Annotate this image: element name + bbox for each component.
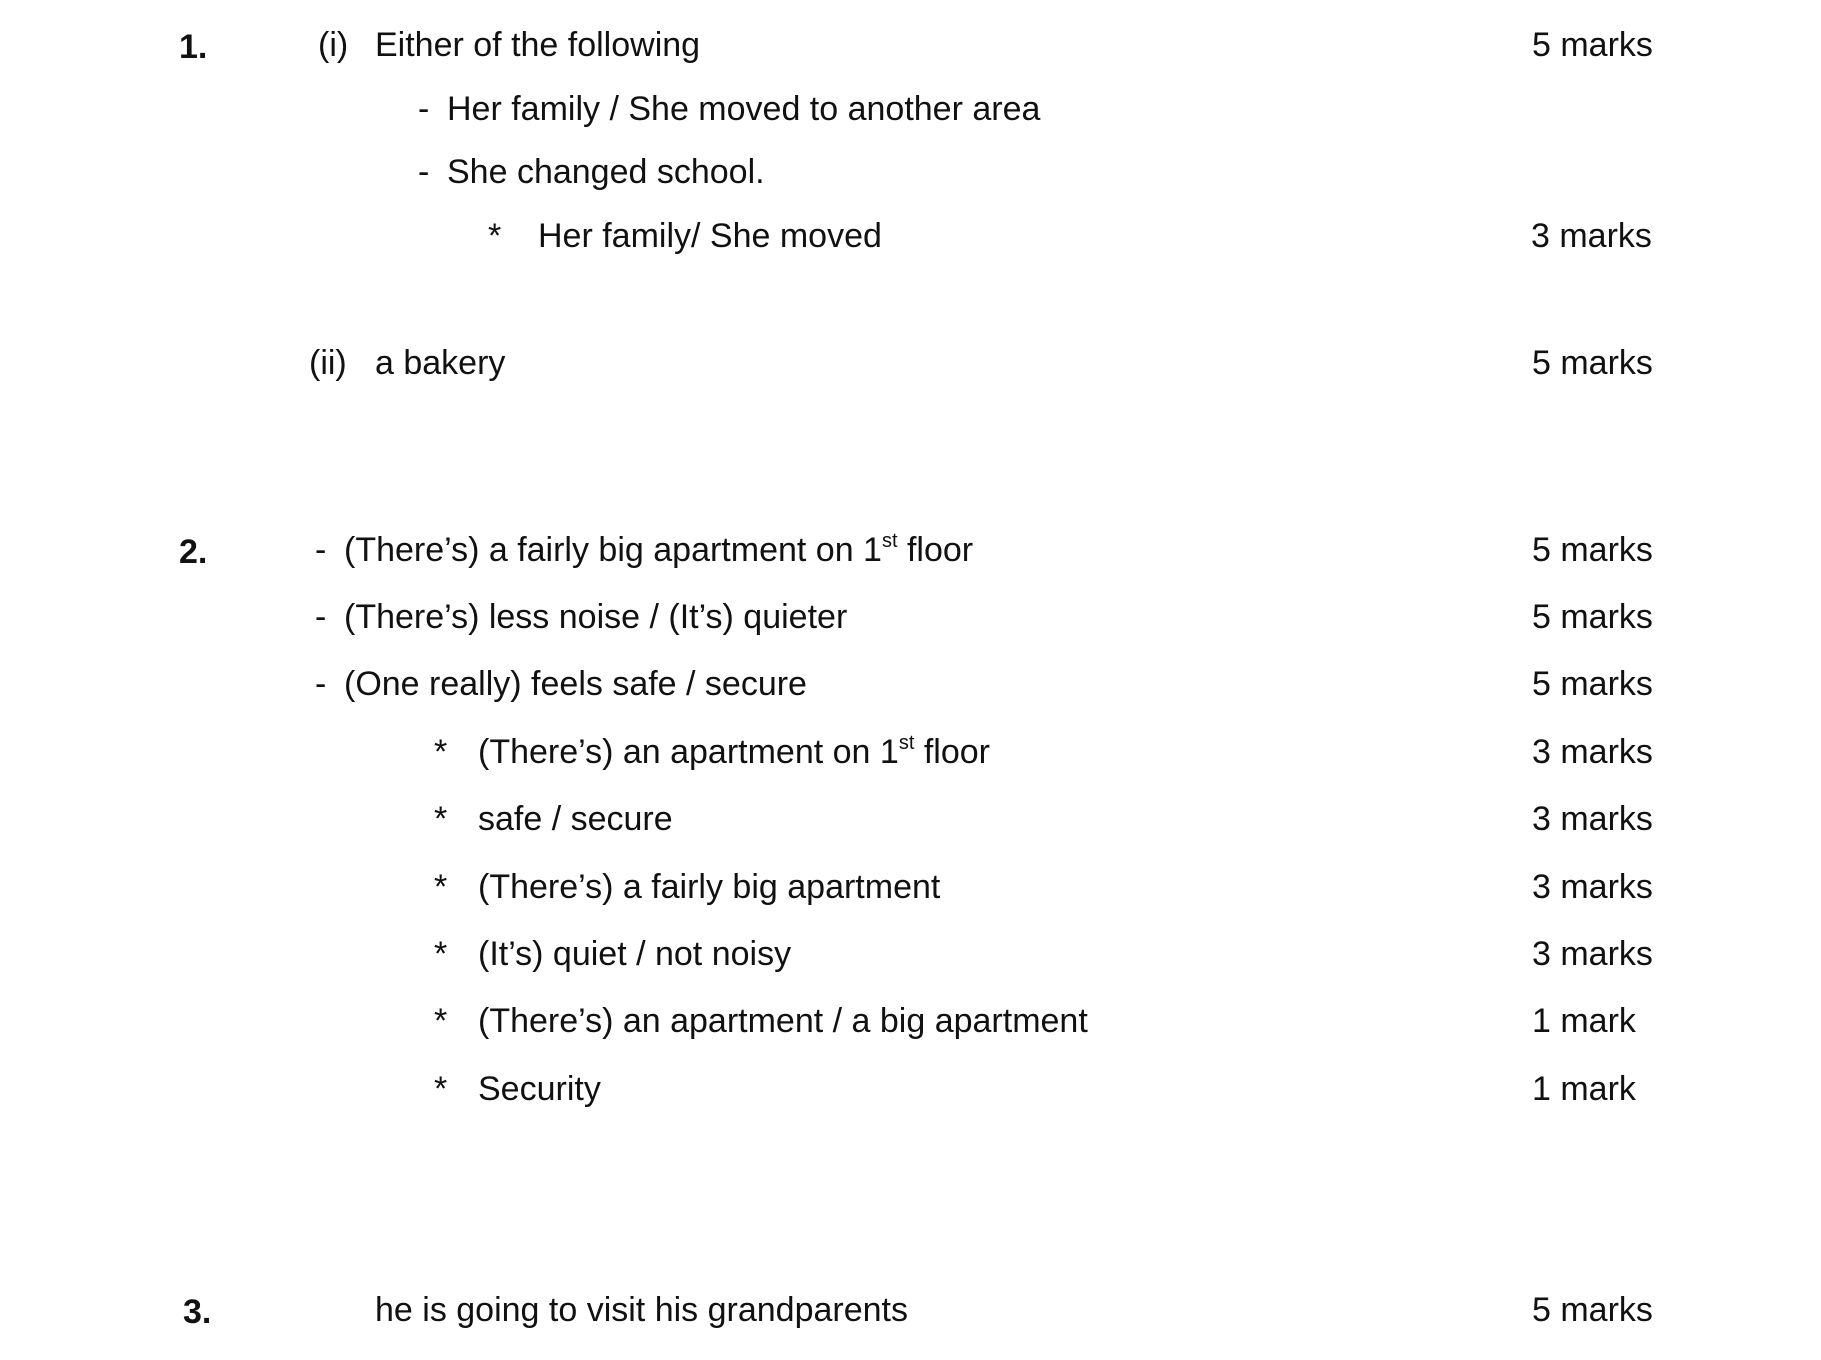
q2-alt-5-text: (There’s) an apartment / a big apartment [478,1002,1088,1040]
q2-alt-4-bullet: * [434,935,448,973]
q2-point-2-marks: 5 marks [1532,598,1653,636]
q2-alt-2-bullet: * [434,800,448,838]
q2-point-1-text [344,530,974,569]
q2-alt-1-bullet: * [434,733,448,771]
q1-part-ii-label: (ii) [309,344,347,382]
q1-option-2-text: She changed school. [447,153,765,191]
q2-alt-1-marks: 3 marks [1532,733,1653,771]
q2-point-1-bullet: - [315,531,327,569]
q3-text: he is going to visit his grandparents [375,1291,908,1329]
q2-point-2-text: (There’s) less noise / (It’s) quieter [344,598,848,636]
q2-alt-3-marks: 3 marks [1532,868,1653,906]
q1-alt-bullet: * [488,217,502,255]
q2-alt-6-marks: 1 mark [1532,1070,1636,1108]
q1-alt-marks: 3 marks [1531,217,1652,255]
q2-alt-2-marks: 3 marks [1532,800,1653,838]
question-3-number: 3. [183,1293,212,1331]
q2-alt-1-text-before: (There’s) an apartment on 1 [478,733,899,771]
q2-alt-3-bullet: * [434,868,448,906]
q1-option-2-bullet: - [418,153,430,191]
q2-alt-3-text: (There’s) a fairly big apartment [478,868,941,906]
q2-point-1-text-before: (There’s) a fairly big apartment on 1 [344,531,882,569]
q3-marks: 5 marks [1532,1291,1653,1329]
q2-alt-5-marks: 1 mark [1532,1002,1636,1040]
q2-point-3-text: (One really) feels safe / secure [344,665,807,703]
q1-alt-text: Her family/ She moved [538,217,882,255]
q2-point-1-marks: 5 marks [1532,531,1653,569]
q1-part-ii-text: a bakery [375,344,506,382]
q2-point-2-bullet: - [315,598,327,636]
q2-point-1-text-after: floor [897,531,974,569]
q2-point-3-marks: 5 marks [1532,665,1653,703]
q2-alt-1-sup: st [898,732,915,754]
q2-point-3-bullet: - [315,665,327,703]
q2-alt-1-text [478,732,990,771]
q2-alt-4-text: (It’s) quiet / not noisy [478,935,792,973]
q1-part-i-label: (i) [318,26,349,64]
q2-alt-5-bullet: * [434,1002,448,1040]
q2-alt-6-text: Security [478,1070,601,1108]
q2-alt-4-marks: 3 marks [1532,935,1653,973]
q1-part-i-text: Either of the following [375,26,701,64]
q1-option-1-bullet: - [418,90,430,128]
question-2-number: 2. [179,533,208,571]
question-1-number: 1. [179,28,208,66]
q2-alt-2-text: safe / secure [478,800,673,838]
q1-option-1-text: Her family / She moved to another area [447,90,1041,128]
q2-alt-6-bullet: * [434,1070,448,1108]
q1-part-i-marks: 5 marks [1532,26,1653,64]
q1-part-ii-marks: 5 marks [1532,344,1653,382]
q2-point-1-sup: st [881,530,898,552]
q2-alt-1-text-after: floor [914,733,990,771]
